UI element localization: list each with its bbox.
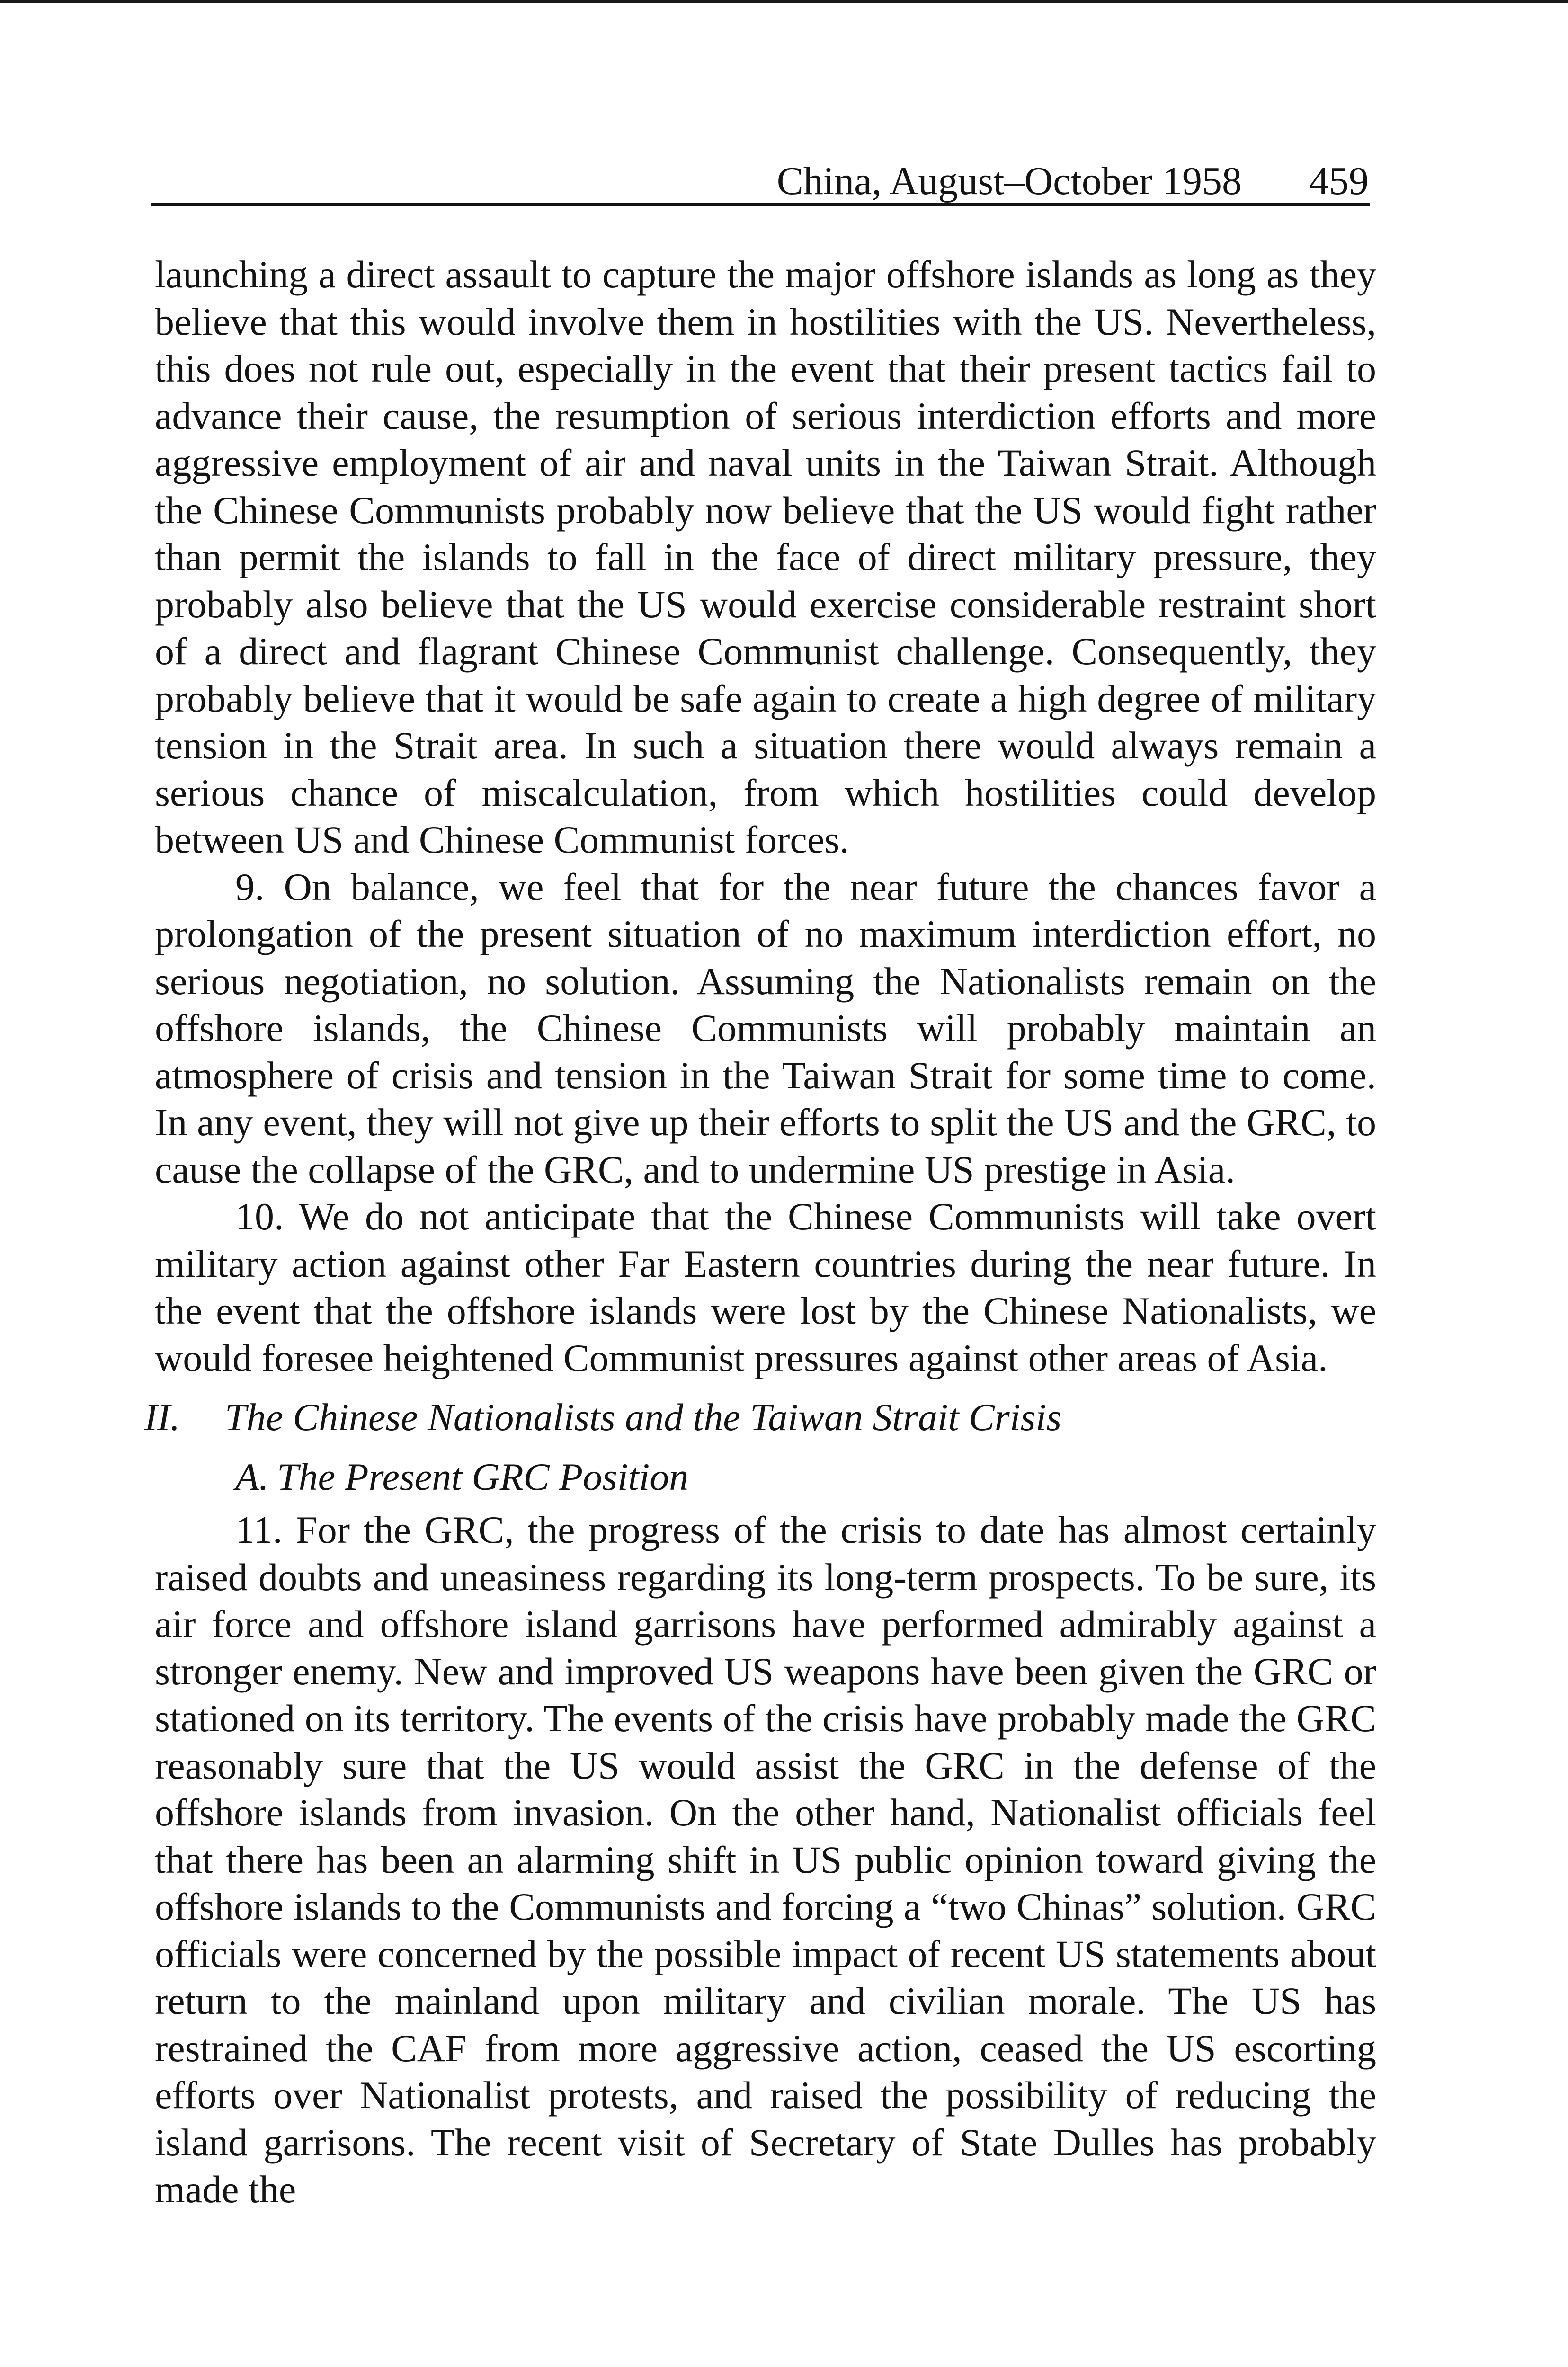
subsection-letter: A. [235, 1455, 269, 1498]
section-numeral: II. [144, 1396, 180, 1439]
section-title: The Chinese Nationalists and the Taiwan Strait Crisis [225, 1396, 1062, 1439]
subsection-title: The Present GRC Position [277, 1455, 689, 1498]
section-heading [144, 1387, 1376, 1448]
paragraph-10: 10. We do not anticipate that the Chinese Communists will take overt military action against other Far Eastern countries during the near future. In the event that the offshore islands were lost by the Chinese Nationalists, we would foresee heightened Communist pressures against other areas of Asia. [155, 1195, 1376, 1379]
paragraph-11: 11. For the GRC, the progress of the crisis to date has almost certainly raised doubts and uneasiness regarding its long-term prospects. To be sure, its air force and offshore island garrisons have performed admirably against a stronger enemy. New and improved US weapons have been given the GRC or stationed on its territory. The events of the crisis have probably made the GRC reasonably sure that the US would assist the GRC in the defense of the offshore islands from invasion. On the other hand, Nationalist officials feel that there has been an alarming shift in US public opinion toward giving the offshore islands to the Communists and forcing a “two Chinas” solution. GRC officials were concerned by the possible impact of recent US statements about return to the mainland upon military and civilian morale. The US has restrained the CAF from more aggressive action, ceased the US escorting efforts over Nationalist protests, and raised the possibility of reducing the island garrisons. The recent visit of Secretary of State Dulles has probably made the [155, 1508, 1376, 2211]
subsection-heading [155, 1448, 1376, 1506]
paragraph-9: 9. On balance, we feel that for the near future the chances favor a prolongation of the present situation of no maximum interdiction effort, no serious negotiation, no solution. Assuming the Nationalists remain on the offshore islands, the Chinese Communists will probably maintain an atmosphere of crisis and tension in the Taiwan Strait for some time to come. In any event, they will not give up their efforts to split the US and the GRC, to cause the collapse of the GRC, and to undermine US prestige in Asia. [155, 865, 1376, 1191]
running-head [151, 151, 1370, 206]
page-number: 459 [1309, 159, 1369, 203]
page-top-edge [0, 0, 1568, 3]
running-head-title: China, August–October 1958 [776, 159, 1242, 203]
paragraph-continued: launching a direct assault to capture the major offshore islands as long as they believe that this would involve them in hostilities with the US. Nevertheless, this does not rule out, especially in the event that their present tactics fail to advance their cause, the resumption of serious interdiction efforts and more aggressive employment of air and naval units in the Taiwan Strait. Although the Chinese Communists probably now believe that the US would fight rather than permit the islands to fall in the face of direct military pressure, they probably also believe that the US would exercise considerable restraint short of a direct and flagrant Chinese Communist challenge. Consequently, they probably believe that it would be safe again to create a high degree of military tension in the Strait area. In such a situation there would always remain a serious chance of miscalculation, from which hostilities could develop between US and Chinese Communist forces. [155, 253, 1376, 861]
body-text [144, 251, 1376, 2213]
